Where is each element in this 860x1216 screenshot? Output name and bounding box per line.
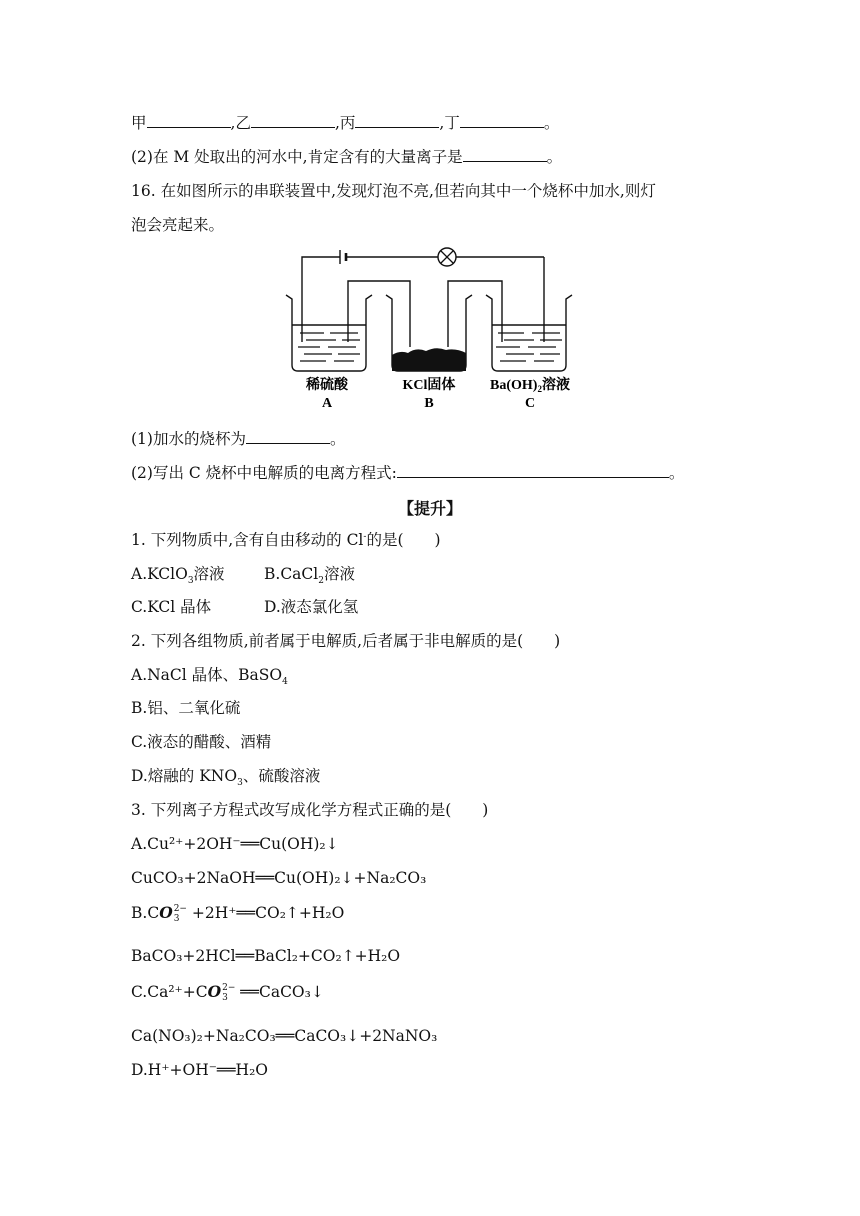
- q15-part2-text: (2)在 M 处取出的河水中,肯定含有的大量离子是: [131, 148, 463, 166]
- p3-stem: [131, 800, 488, 820]
- beaker-b-letter: B: [424, 396, 434, 411]
- beaker-b-name: KCl固体: [402, 378, 456, 393]
- p1-option-c[interactable]: C.KCl 晶体: [131, 598, 212, 616]
- period: 。: [543, 114, 560, 132]
- q16-stem-line2: [131, 215, 224, 235]
- q16-part1-text: (1)加水的烧杯为: [131, 430, 246, 448]
- p3-option-c-chemical: Ca(NO₃)₂+Na₂CO₃══CaCO₃↓+2NaNO₃: [131, 1027, 438, 1045]
- p1-stem-sup: -: [363, 531, 367, 542]
- q16-stem-text2: 泡会亮起来。: [131, 216, 225, 234]
- label-yi: ,乙: [230, 114, 251, 132]
- q16-stem-line1: [131, 181, 656, 201]
- section-title: 【提升】: [397, 499, 462, 518]
- q16-part1: [131, 428, 345, 449]
- carbonate-charge: 2− 3: [222, 983, 236, 1003]
- p1-options-ab: [131, 564, 355, 587]
- p3-option-a-ionic[interactable]: A.Cu²⁺+2OH⁻══Cu(OH)₂↓: [131, 835, 339, 853]
- p1-options-cd: [131, 597, 358, 617]
- label-ding: ,丁: [439, 114, 460, 132]
- blank-yi[interactable]: [251, 112, 335, 128]
- wire-b-c: [448, 281, 502, 347]
- p2-option-d[interactable]: D.熔融的 $KNO_3$、硫酸溶液: [131, 767, 321, 789]
- carbonate-charge: 2− 3: [173, 904, 187, 924]
- beaker-c: [486, 295, 572, 371]
- battery-icon: [340, 250, 346, 264]
- beaker-a: [286, 295, 372, 371]
- wire-a-b: [348, 281, 410, 347]
- beaker-b: [386, 295, 472, 371]
- wire-left: [302, 257, 340, 342]
- period: 。: [546, 148, 563, 166]
- bulb-icon: [438, 248, 456, 266]
- label-jia: 甲: [131, 114, 147, 132]
- q15-blank-line: [131, 112, 559, 133]
- blank-bing[interactable]: [355, 112, 439, 128]
- q15-part2: [131, 146, 562, 167]
- beaker-c-name: $Ba(OH)_2$溶液: [490, 378, 570, 394]
- p1-stem-pre: 1. 下列物质中,含有自由移动的 Cl: [131, 531, 364, 549]
- p3-option-c-ionic[interactable]: C.Ca²⁺+CO 2− 3 ══CaCO₃↓: [131, 982, 324, 1003]
- p1-option-a[interactable]: A.KClO$_3$溶液: [131, 565, 225, 587]
- p2-option-a[interactable]: A.NaCl 晶体、BaSO$_4$: [131, 666, 288, 688]
- p3-option-b-ionic[interactable]: B.CO 2− 3 +2H⁺══CO₂↑+H₂O: [131, 903, 345, 924]
- p3-option-b-chemical: BaCO₃+2HCl══BaCl₂+CO₂↑+H₂O: [131, 947, 401, 965]
- blank-jia[interactable]: [147, 112, 231, 128]
- q16-stem-text1: 16. 在如图所示的串联装置中,发现灯泡不亮,但若向其中一个烧杯中加水,则灯: [131, 182, 656, 200]
- p2-option-b[interactable]: B.铝、二氧化硫: [131, 699, 241, 717]
- blank-ionization-equation[interactable]: [397, 462, 669, 478]
- p3-stem-text: 3. 下列离子方程式改写成化学方程式正确的是( ): [131, 801, 489, 819]
- p1-option-d[interactable]: D.液态氯化氢: [264, 598, 359, 616]
- p2-option-c[interactable]: C.液态的醋酸、酒精: [131, 733, 272, 751]
- p2-stem-text: 2. 下列各组物质,前者属于电解质,后者属于非电解质的是( ): [131, 632, 561, 650]
- p1-stem: [131, 530, 441, 550]
- beaker-a-letter: A: [321, 396, 333, 411]
- p3-option-a-chemical: CuCO₃+2NaOH══Cu(OH)₂↓+Na₂CO₃: [131, 869, 427, 887]
- q16-part2: [131, 462, 684, 483]
- circuit-diagram: [280, 247, 580, 415]
- label-bing: ,丙: [334, 114, 356, 132]
- blank-q15-ions[interactable]: [463, 146, 547, 162]
- period: 。: [329, 430, 346, 448]
- beaker-c-letter: C: [524, 396, 536, 411]
- beaker-a-name: 稀硫酸: [306, 378, 348, 393]
- p1-stem-post: 的是( ): [366, 531, 441, 549]
- q16-part2-text: (2)写出 C 烧杯中电解质的电离方程式:: [131, 464, 397, 482]
- blank-beaker[interactable]: [246, 428, 330, 444]
- p2-stem: [131, 631, 560, 651]
- period: 。: [668, 464, 685, 482]
- p1-option-b[interactable]: B.CaCl$_2$溶液: [264, 565, 355, 587]
- p3-option-d-ionic[interactable]: D.H⁺+OH⁻══H₂O: [131, 1061, 268, 1079]
- blank-ding[interactable]: [460, 112, 544, 128]
